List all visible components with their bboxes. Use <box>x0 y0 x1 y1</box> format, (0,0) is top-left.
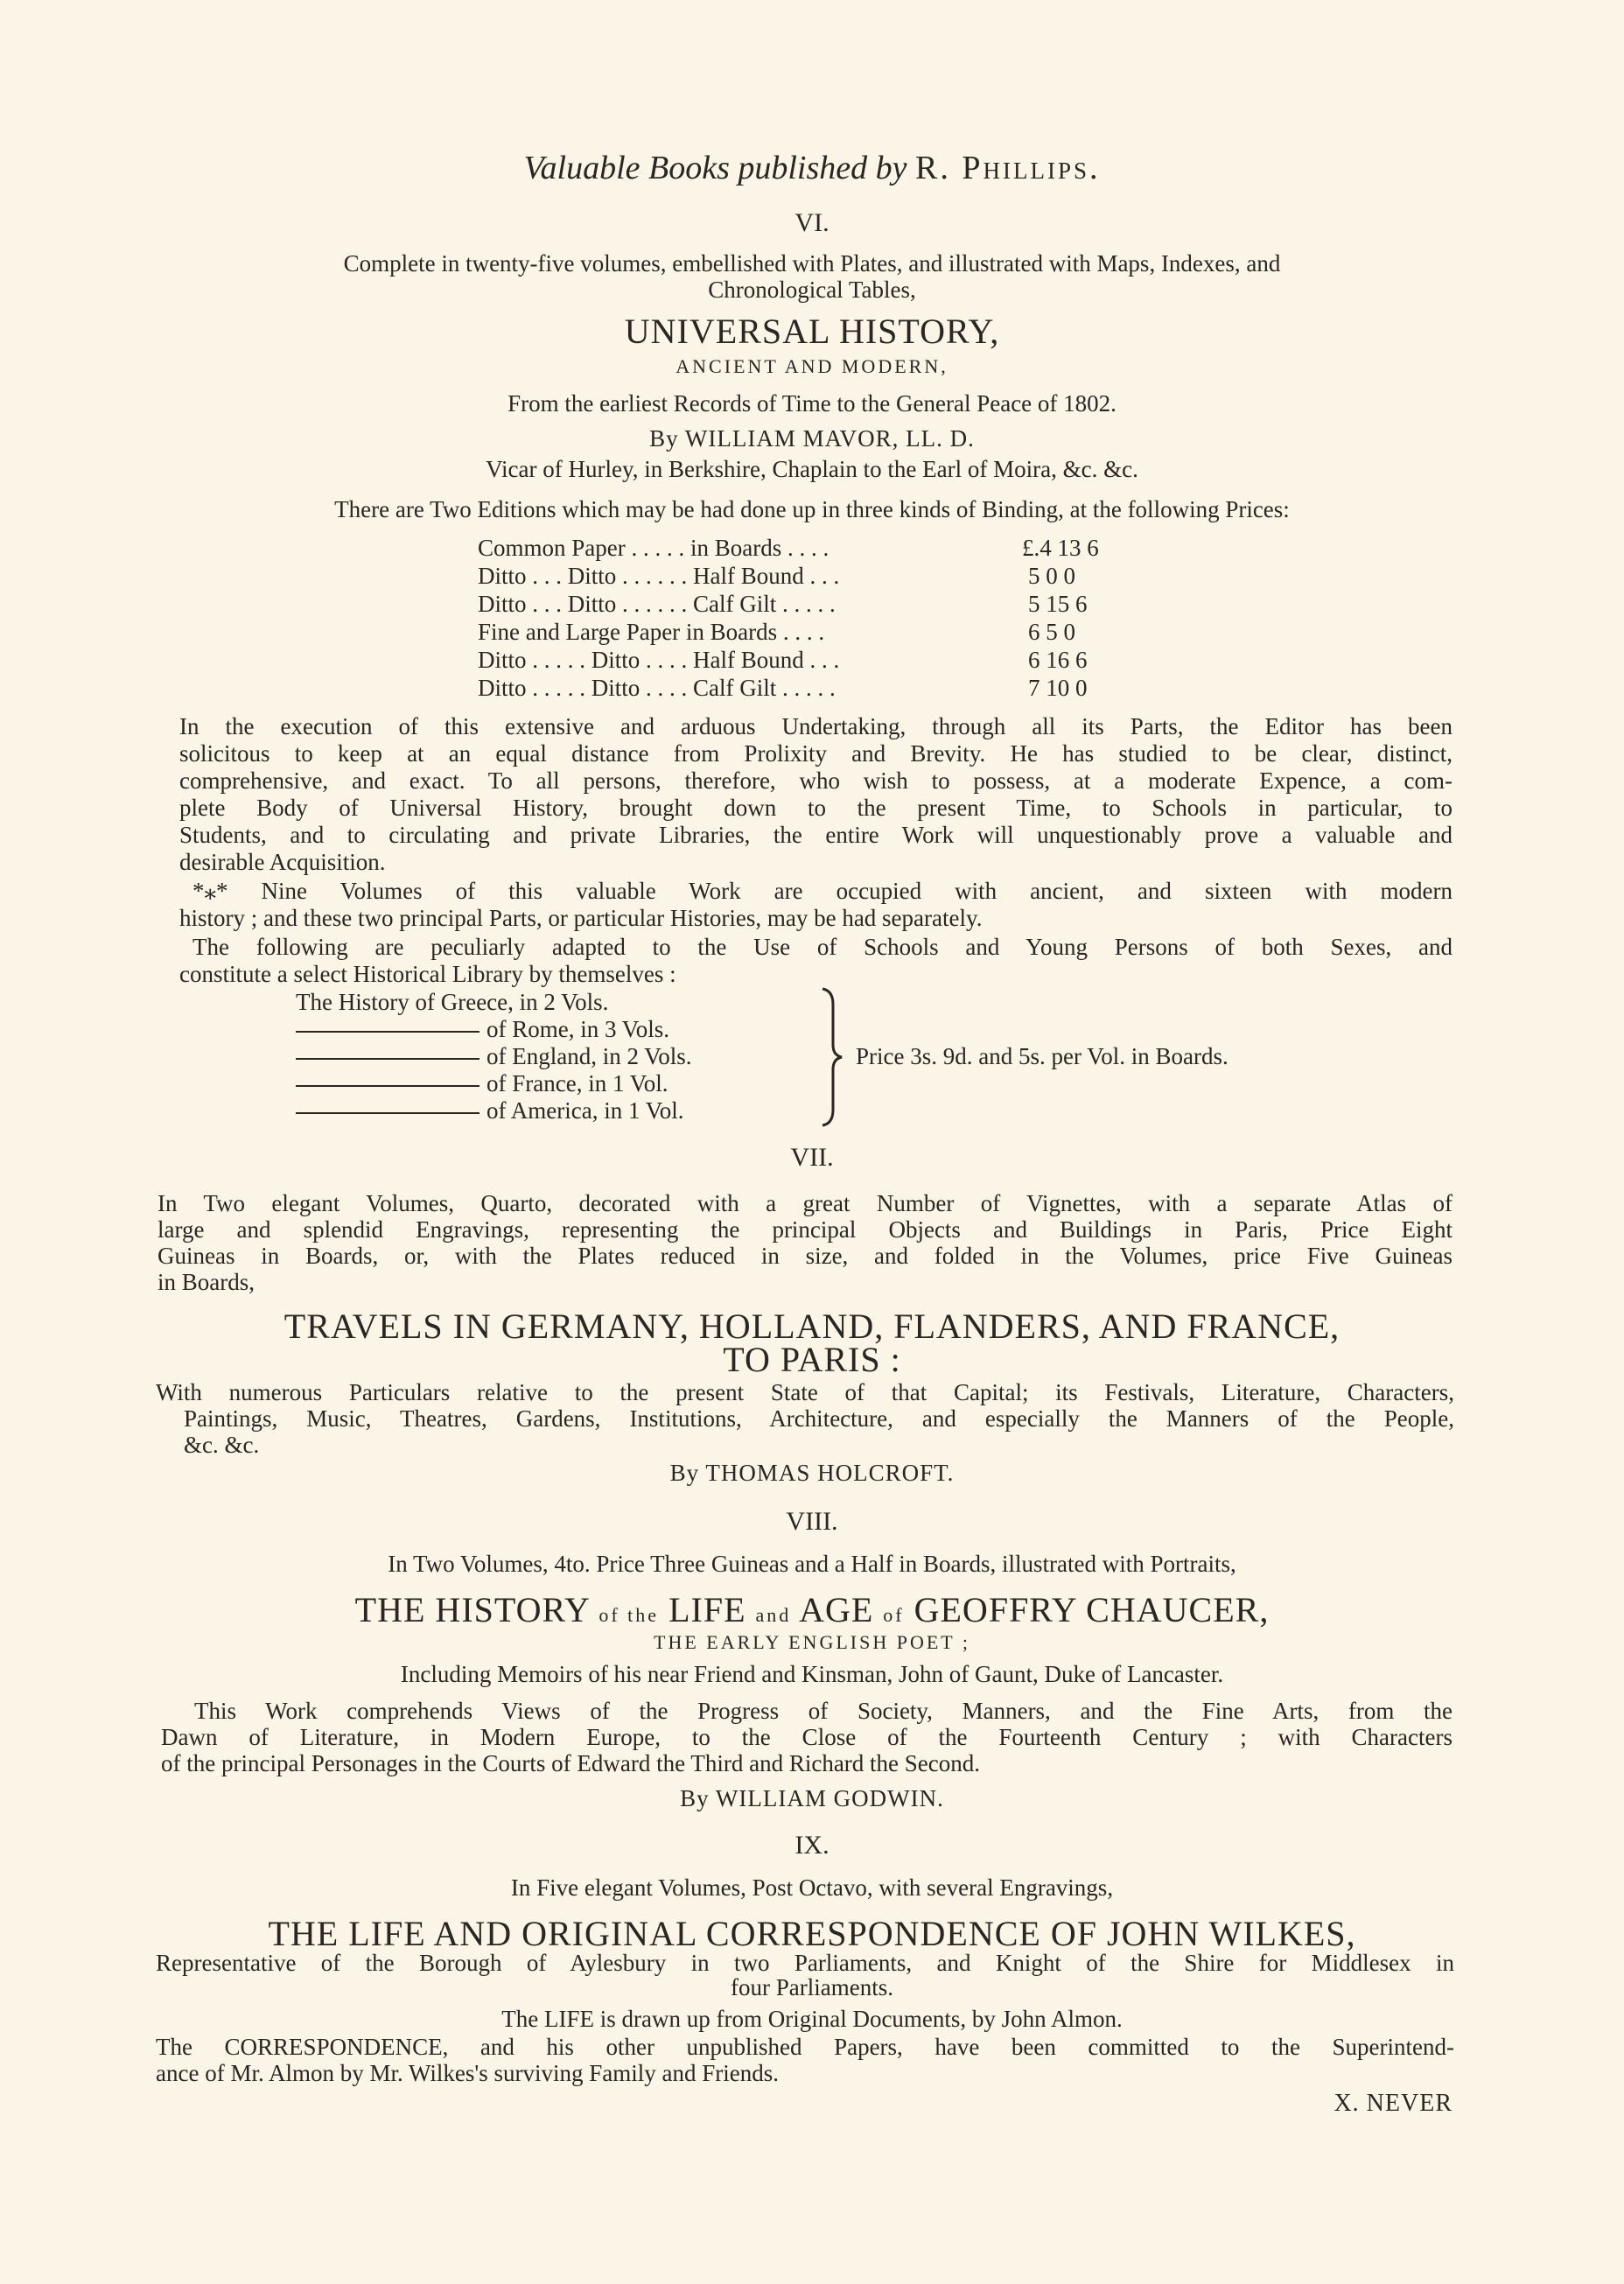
viii-title-connector: of the <box>598 1604 660 1626</box>
history-item: of America, in 1 Vol. <box>486 1097 684 1124</box>
vi-from-line: From the earliest Records of Time to the General Peace of 1802. <box>508 390 1116 417</box>
history-item-row <box>296 1070 668 1097</box>
page-header <box>0 149 1624 187</box>
vii-with-line: Paintings, Music, Theatres, Gardens, Institutions, Architecture, and especially the Manners of the People, <box>184 1405 1454 1432</box>
price-item: Ditto . . . . . Ditto . . . . Half Bound . . . <box>478 647 840 673</box>
price-row <box>478 619 1075 646</box>
price-row <box>478 591 1088 618</box>
viii-paragraph-line: of the principal Personages in the Courts of Edward the Third and Richard the Second. <box>161 1750 981 1776</box>
vii-with-line: &c. &c. <box>184 1432 260 1458</box>
price-item: Ditto . . . Ditto . . . . . . Half Bound . . . <box>478 563 840 589</box>
vi-editions: There are Two Editions which may be had done up in three kinds of Binding, at the following Prices: <box>334 496 1290 522</box>
ditto-rule <box>296 1085 480 1087</box>
price-amount: £.4 13 6 <box>1022 535 1099 561</box>
price-amount: 6 16 6 <box>1028 647 1088 673</box>
price-row <box>478 563 1075 590</box>
viii-title-connector: and <box>755 1604 792 1626</box>
viii-intro: In Two Volumes, 4to. Price Three Guineas and a Half in Boards, illustrated with Portraits, <box>388 1551 1236 1577</box>
ix-correspondence-line1: The CORRESPONDENCE, and his other unpublished Papers, have been committed to the Superintend- <box>156 2034 1454 2060</box>
vi-nine-line: *⁎* Nine Volumes of this valuable Work are occupied with ancient, and sixteen with modern <box>192 878 1452 904</box>
vi-paragraph-line: In the execution of this extensive and arduous Undertaking, through all its Parts, the Editor has been <box>179 713 1452 739</box>
history-item-row <box>296 1097 683 1124</box>
history-item: of France, in 1 Vol. <box>486 1070 668 1096</box>
price-item: Common Paper . . . . . in Boards . . . . <box>478 535 830 561</box>
header-publisher: R. Phillips. <box>915 150 1101 186</box>
vi-subtitle: ANCIENT AND MODERN, <box>676 355 948 377</box>
price-item: Ditto . . . Ditto . . . . . . Calf Gilt . . . . . <box>478 591 836 617</box>
catchword: X. NEVER <box>1334 2090 1452 2117</box>
vi-intro-line2: Chronological Tables, <box>708 277 916 303</box>
history-item: The History of Greece, in 2 Vols. <box>296 989 609 1015</box>
viii-including: Including Memoirs of his near Friend and Kinsman, John of Gaunt, Duke of Lancaster. <box>400 1661 1224 1687</box>
vii-title-line1: TRAVELS IN GERMANY, HOLLAND, FLANDERS, AND FRANCE, <box>284 1307 1340 1346</box>
vi-nine-line: history ; and these two principal Parts, or particular Histories, may be had separately. <box>179 905 983 931</box>
viii-author: By WILLIAM GODWIN. <box>680 1785 944 1811</box>
ix-correspondence-line2: ance of Mr. Almon by Mr. Wilkes's surviving Family and Friends. <box>156 2060 779 2086</box>
history-item: of England, in 2 Vols. <box>486 1043 692 1069</box>
viii-title-part: THE HISTORY <box>354 1590 590 1629</box>
vi-vicar: Vicar of Hurley, in Berkshire, Chaplain to the Earl of Moira, &c. &c. <box>486 456 1138 482</box>
section-number-vii: VII. <box>790 1143 834 1172</box>
vii-paragraph-line: Guineas in Boards, or, with the Plates reduced in size, and folded in the Volumes, price Five Guineas <box>158 1243 1452 1269</box>
viii-paragraph-line: Dawn of Literature, in Modern Europe, to the Close of the Fourteenth Century ; with Characters <box>161 1724 1452 1750</box>
price-amount: 7 10 0 <box>1028 675 1088 701</box>
vi-paragraph-line: comprehensive, and exact. To all persons, therefore, who wish to possess, at a moderate Expence, a com- <box>179 767 1452 794</box>
ditto-rule <box>296 1031 480 1033</box>
section-number-vi: VI. <box>794 208 830 237</box>
vii-paragraph-line: in Boards, <box>158 1269 255 1295</box>
vii-title-line2: TO PARIS : <box>723 1340 901 1379</box>
ix-rep-line2: four Parliaments. <box>731 1974 893 2000</box>
vi-paragraph-line: solicitous to keep at an equal distance from Prolixity and Brevity. He has studied to be clear, distinct, <box>179 740 1452 767</box>
vi-follow-line: The following are peculiarly adapted to the Use of Schools and Young Persons of both Sexes, and <box>192 934 1452 960</box>
ix-title: THE LIFE AND ORIGINAL CORRESPONDENCE OF JOHN WILKES, <box>268 1914 1356 1953</box>
vi-author: By WILLIAM MAVOR, LL. D. <box>649 425 975 452</box>
ix-intro: In Five elegant Volumes, Post Octavo, with several Engravings, <box>510 1874 1114 1901</box>
history-item-row <box>296 1043 692 1070</box>
viii-title <box>0 1589 1624 1630</box>
vi-paragraph-line: desirable Acquisition. <box>179 849 386 875</box>
vii-with-line: With numerous Particulars relative to the present State of that Capital; its Festivals, Literature, Characters, <box>156 1379 1454 1405</box>
ix-rep-line1: Representative of the Borough of Aylesbury in two Parliaments, and Knight of the Shire for Middlesex in <box>156 1950 1454 1976</box>
section-number-ix: IX. <box>794 1831 830 1860</box>
viii-title-part: AGE <box>799 1590 874 1629</box>
vii-author: By THOMAS HOLCROFT. <box>669 1460 955 1486</box>
price-row <box>478 647 1088 674</box>
price-item: Ditto . . . . . Ditto . . . . Calf Gilt . . . . . <box>478 675 836 701</box>
viii-paragraph-line: This Work comprehends Views of the Progress of Society, Manners, and the Fine Arts, from the <box>194 1698 1452 1724</box>
vii-paragraph-line: large and splendid Engravings, representing the principal Objects and Buildings in Paris, Price Eight <box>158 1216 1452 1243</box>
price-amount: 5 0 0 <box>1028 563 1075 589</box>
viii-subtitle: THE EARLY ENGLISH POET ; <box>654 1631 970 1653</box>
vi-follow-line: constitute a select Historical Library by themselves : <box>179 961 676 987</box>
vi-intro-line1: Complete in twenty-five volumes, embellished with Plates, and illustrated with Maps, Indexes, and <box>343 250 1281 277</box>
header-italic: Valuable Books published by <box>523 150 907 186</box>
viii-title-connector: of <box>883 1604 905 1626</box>
vii-paragraph-line: In Two elegant Volumes, Quarto, decorated with a great Number of Vignettes, with a separate Atlas of <box>158 1190 1452 1216</box>
ix-life-line: The LIFE is drawn up from Original Documents, by John Almon. <box>501 2006 1123 2032</box>
viii-title-part: GEOFFRY CHAUCER, <box>914 1590 1270 1629</box>
price-amount: 5 15 6 <box>1028 591 1088 617</box>
histories-price-note: Price 3s. 9d. and 5s. per Vol. in Boards. <box>856 1043 1228 1069</box>
price-item: Fine and Large Paper in Boards . . . . <box>478 619 825 645</box>
section-number-viii: VIII. <box>786 1507 838 1536</box>
history-item: of Rome, in 3 Vols. <box>486 1016 670 1042</box>
price-amount: 6 5 0 <box>1028 619 1075 645</box>
ditto-rule <box>296 1058 480 1060</box>
viii-title-part: LIFE <box>668 1590 746 1629</box>
vi-paragraph-line: Students, and to circulating and private Libraries, the entire Work will unquestionably prove a valuable and <box>179 822 1452 848</box>
history-item-row <box>296 1016 669 1043</box>
vi-title: UNIVERSAL HISTORY, <box>624 312 1000 351</box>
ditto-rule <box>296 1112 480 1114</box>
price-row <box>478 535 1099 562</box>
vi-paragraph-line: plete Body of Universal History, brought down to the present Time, to Schools in particular, to <box>179 795 1452 821</box>
curly-brace-icon <box>819 987 845 1127</box>
price-row <box>478 675 1088 702</box>
